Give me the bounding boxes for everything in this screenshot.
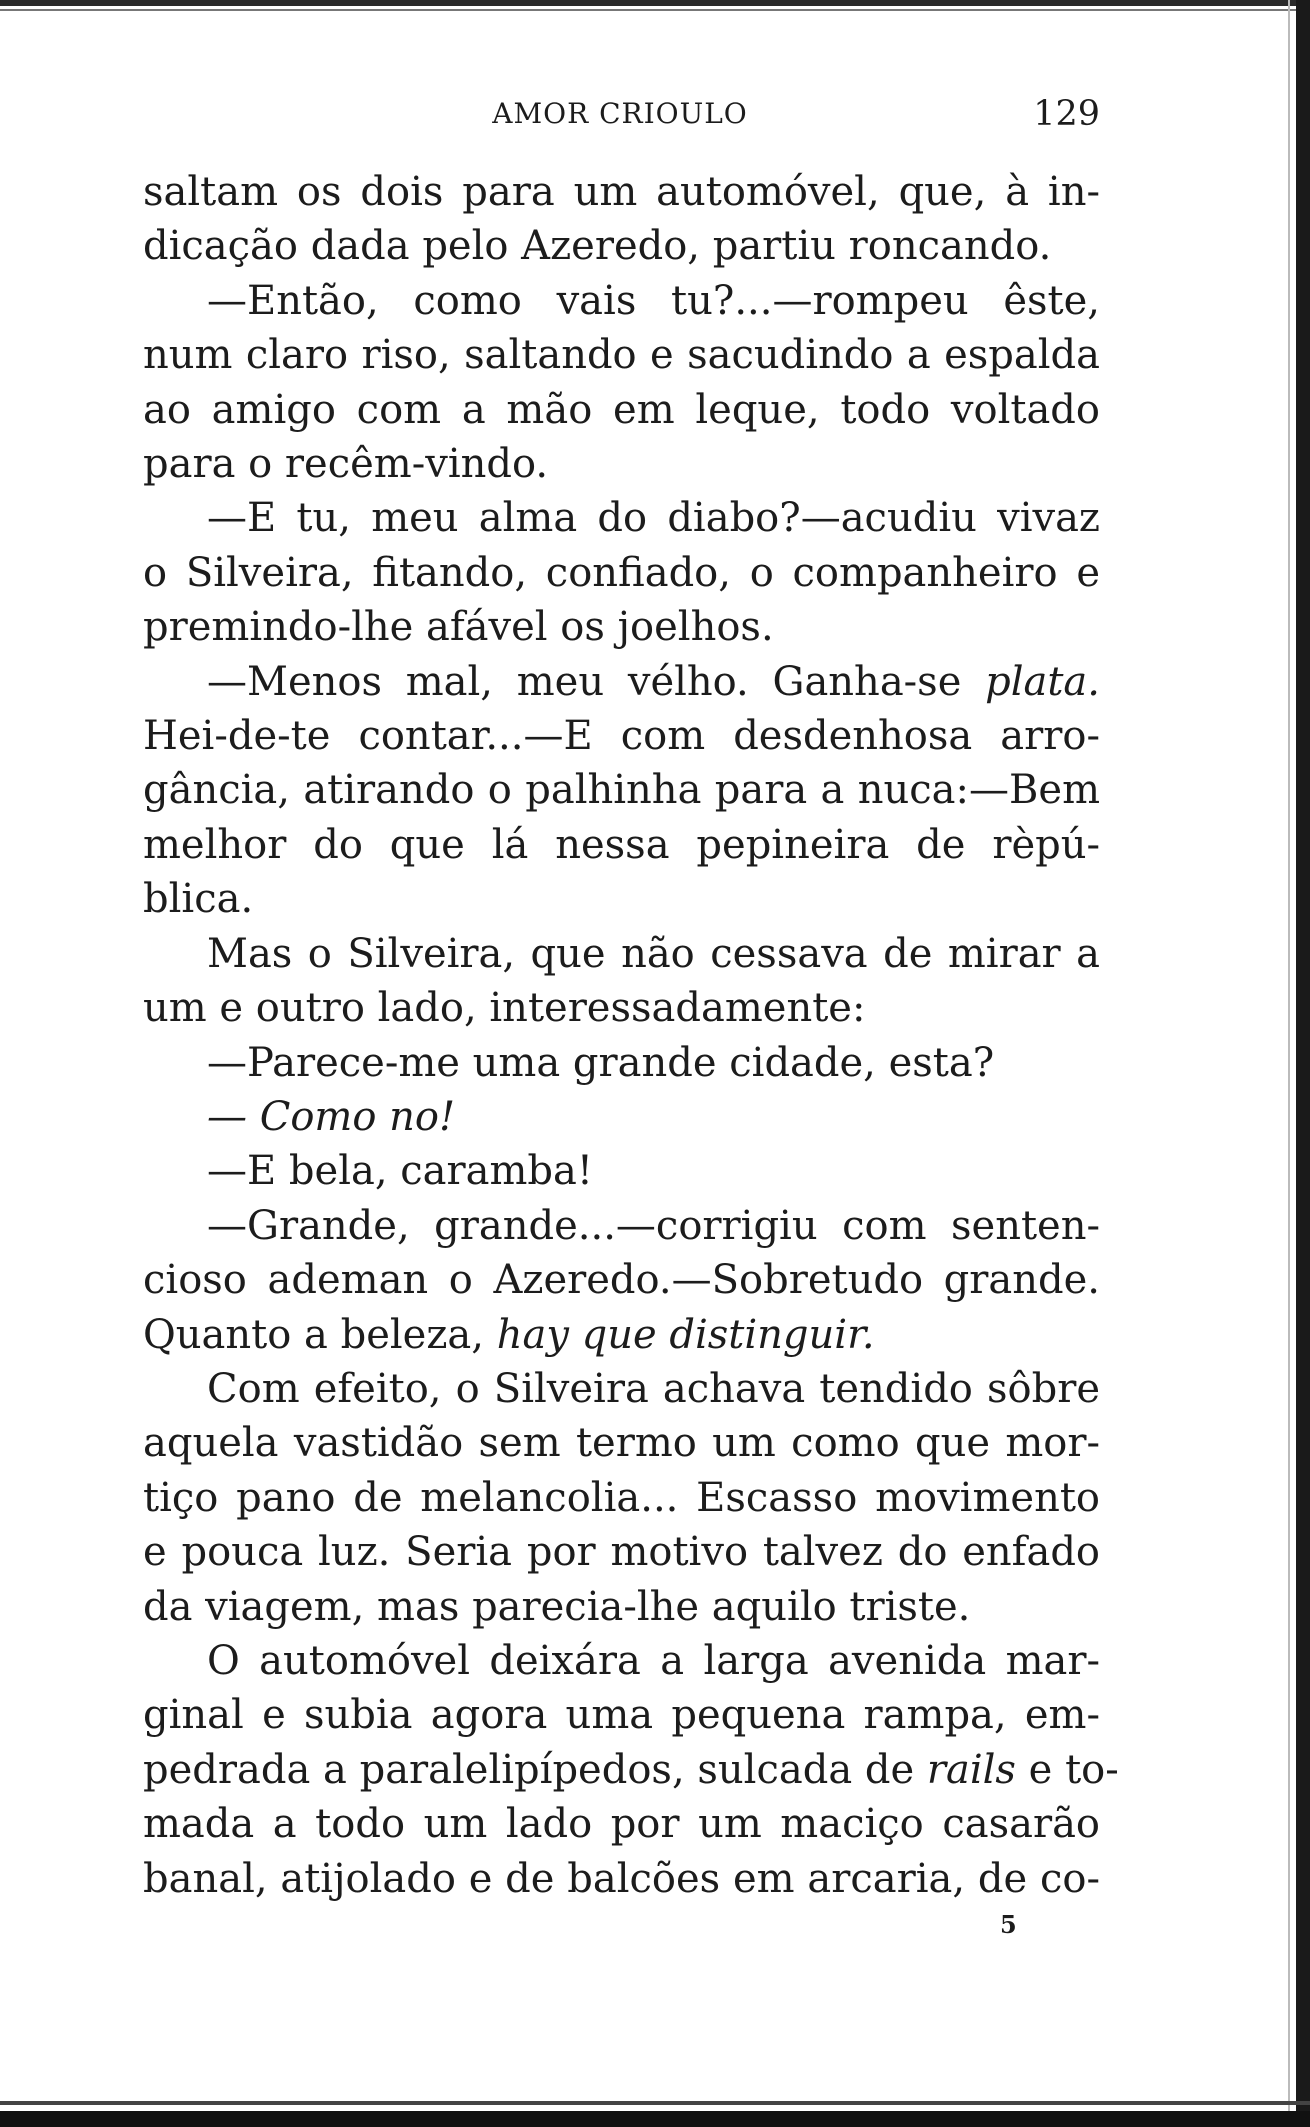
text-line: O automóvel deixára a larga avenida mar-	[207, 1637, 1100, 1684]
text-line	[143, 655, 1100, 709]
text-line: mada a todo um lado por um maciço casarão	[143, 1801, 1100, 1848]
running-head	[140, 92, 1100, 136]
text-line: saltam os dois para um automóvel, que, à in-	[143, 169, 1100, 215]
text-line: ao amigo com a mão em leque, todo voltado	[143, 386, 1100, 433]
text-line: Com efeito, o Silveira achava tendido sôbre	[207, 1365, 1100, 1412]
text-line: e pouca luz. Seria por motivo talvez do enfado	[143, 1529, 1100, 1576]
text-line: ginal e subia agora uma pequena rampa, em-	[143, 1692, 1100, 1739]
text-segment: e to-	[1015, 1746, 1119, 1793]
text-line: banal, atijolado e de balcões em arcaria, de co-	[143, 1855, 1100, 1902]
text-line: —E tu, meu alma do diabo?—acudiu vivaz	[207, 495, 1100, 542]
scan-edge-top-line	[0, 9, 1310, 11]
text-line: tiço pano de melancolia... Escasso movimento	[143, 1474, 1100, 1521]
scan-edge-right	[1296, 0, 1310, 2127]
text-line: cioso ademan o Azeredo.—Sobretudo grande.	[143, 1257, 1100, 1304]
text-segment: —Menos mal, meu vélho. Ganha-se	[207, 658, 986, 705]
text-line: gância, atirando o palhinha para a nuca:—Bem	[143, 767, 1100, 814]
italic-phrase: hay que distinguir.	[496, 1311, 875, 1358]
text-line: o Silveira, fitando, confiado, o companheiro e	[143, 549, 1100, 596]
italic-word: rails	[926, 1746, 1016, 1793]
text-line: da viagem, mas parecia-lhe aquilo triste.	[143, 1583, 971, 1630]
text-line: —Então, como vais tu?...—rompeu êste,	[207, 277, 1100, 324]
text-line	[143, 1308, 1100, 1362]
text-line: premindo-lhe afável os joelhos.	[143, 604, 774, 651]
text-line: —Parece-me uma grande cidade, esta?	[207, 1039, 995, 1086]
page-number: 129	[1033, 94, 1100, 134]
text-line: Hei-de-te contar...—E com desdenhosa arro-	[143, 713, 1100, 760]
text-line: melhor do que lá nessa pepineira de rèpú-	[143, 821, 1100, 868]
body-text	[143, 165, 1119, 1906]
scan-edge-bottom-line	[0, 2101, 1310, 2105]
text-line: —E bela, caramba!	[207, 1148, 593, 1195]
text-line: Mas o Silveira, que não cessava de mirar a	[207, 930, 1100, 977]
text-line	[143, 1743, 1119, 1797]
text-line: um e outro lado, interessadamente:	[143, 985, 866, 1032]
text-line: num claro riso, saltando e sacudindo a espalda	[143, 332, 1100, 379]
text-line: dicação dada pelo Azeredo, partiu roncando.	[143, 223, 1052, 270]
running-title: AMOR CRIOULO	[492, 97, 748, 130]
scan-edge-right-line	[1288, 0, 1290, 2127]
text-segment: Quanto a beleza,	[143, 1311, 497, 1358]
text-line: —Grande, grande...—corrigiu com senten-	[207, 1202, 1100, 1249]
text-line: blica.	[143, 876, 254, 923]
printer-signature: 5	[1000, 1910, 1017, 1939]
text-segment: pedrada a paralelipípedos, sulcada de	[143, 1746, 927, 1793]
text-line: aquela vastidão sem termo um como que mor-	[143, 1420, 1100, 1467]
scan-edge-top	[0, 0, 1310, 6]
scan-edge-bottom	[0, 2111, 1310, 2127]
italic-word: plata.	[985, 658, 1100, 705]
text-line: para o recêm-vindo.	[143, 441, 549, 488]
text-line: — Como no!	[207, 1093, 456, 1140]
